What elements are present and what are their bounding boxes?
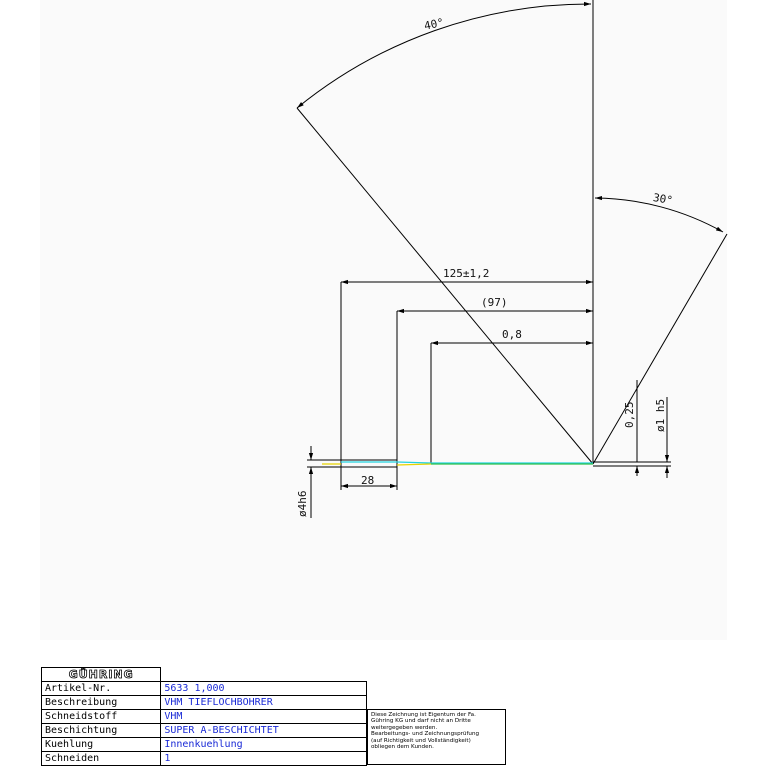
notice-line: Gühring KG und darf nicht an Dritte bbox=[371, 718, 471, 725]
overall-length-label: 125±1,2 bbox=[443, 267, 490, 280]
ownership-notice bbox=[367, 709, 506, 765]
table-row bbox=[42, 724, 367, 738]
taper-label: 0,25 bbox=[623, 401, 636, 428]
cooling-key: Kuehlung bbox=[42, 738, 161, 752]
shank-length-label: 28 bbox=[361, 474, 375, 487]
article-number-key: Artikel-Nr. bbox=[42, 682, 161, 696]
coating-value: SUPER A-BESCHICHTET bbox=[161, 724, 367, 738]
table-row bbox=[42, 682, 367, 696]
title-block-logo-row bbox=[42, 668, 367, 682]
notice-line: Diese Zeichnung ist Eigentum der Fa. bbox=[371, 712, 476, 718]
flute-length-label: (97) bbox=[481, 296, 508, 309]
shank-diameter-label: ø4h6 bbox=[296, 490, 309, 517]
table-row bbox=[42, 710, 367, 724]
cutting-edges-key: Schneiden bbox=[42, 752, 161, 766]
cooling-value: Innenkuehlung bbox=[161, 738, 367, 752]
cutting-material-value: VHM bbox=[161, 710, 367, 724]
company-logo: GÜHRING bbox=[42, 668, 161, 682]
table-row bbox=[42, 696, 367, 710]
tool-neck-yellow bbox=[397, 464, 431, 465]
tip-diameter-label: ø1 h5 bbox=[654, 398, 667, 432]
description-value: VHM TIEFLOCHBOHRER bbox=[161, 696, 367, 710]
cutting-material-key: Schneidstoff bbox=[42, 710, 161, 724]
notice-line: obliegen dem Kunden. bbox=[371, 744, 434, 751]
notice-line: Bearbeitungs- und Zeichnungsprüfung bbox=[371, 731, 480, 738]
description-key: Beschreibung bbox=[42, 696, 161, 710]
table-row bbox=[42, 738, 367, 752]
tool-neck-cyan bbox=[397, 462, 431, 463]
coating-key: Beschichtung bbox=[42, 724, 161, 738]
point-angle-arc bbox=[297, 4, 591, 108]
cutting-edges-value: 1 bbox=[161, 752, 367, 766]
tip-length-label: 0,8 bbox=[502, 328, 522, 341]
title-block bbox=[41, 667, 367, 766]
table-row bbox=[42, 752, 367, 766]
notice-line: weitergegeben werden. bbox=[371, 724, 438, 731]
point-angle-label: 40° bbox=[422, 15, 446, 33]
notice-line: (auf Richtigkeit und Vollständigkeit) bbox=[371, 737, 471, 744]
tool-shank bbox=[341, 460, 397, 467]
article-number-value: 5633 1,000 bbox=[161, 682, 367, 696]
helix-angle-label: 30° bbox=[651, 191, 674, 208]
